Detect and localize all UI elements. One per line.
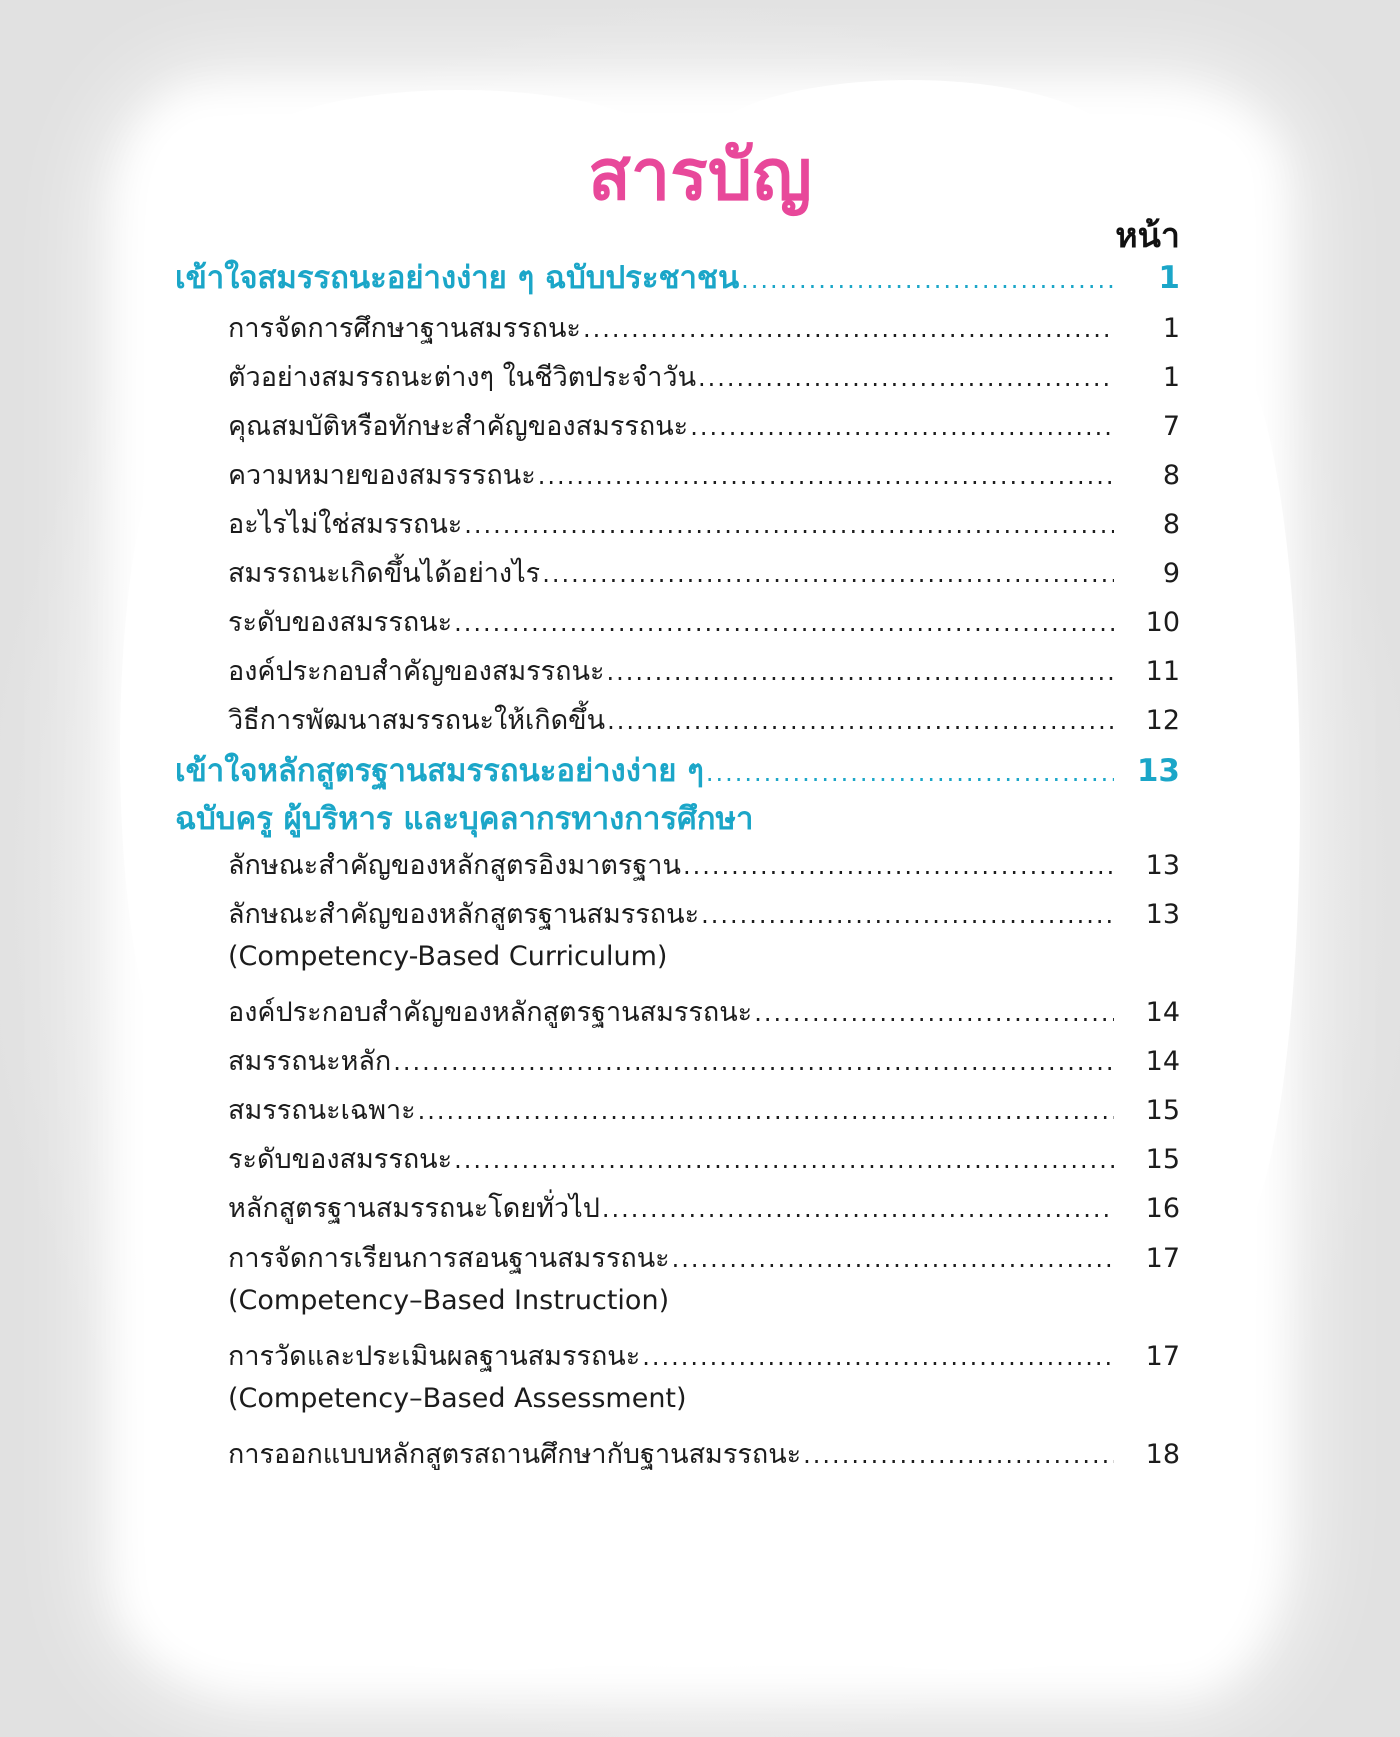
toc-page-number: 7: [1162, 411, 1180, 442]
toc-page-number: 10: [1145, 607, 1180, 638]
toc-page-number: 15: [1145, 1144, 1180, 1175]
toc-entry-title: สมรรถนะหลัก: [228, 1046, 392, 1077]
dot-leader: [607, 707, 1114, 735]
toc-entry-row[interactable]: [228, 306, 1180, 349]
toc-entry-title: การออกแบบหลักสูตรสถานศึกษากับฐานสมรรถนะ: [228, 1439, 802, 1470]
toc-entry-row[interactable]: [228, 892, 1180, 935]
toc-page-number: 16: [1145, 1193, 1180, 1224]
toc-entry-row[interactable]: [228, 698, 1180, 741]
toc-page-number: 14: [1145, 1046, 1180, 1077]
toc-entry-title: การจัดการศึกษาฐานสมรรถนะ: [228, 313, 581, 344]
dot-leader: [803, 1441, 1114, 1469]
toc-page-number: 13: [1145, 850, 1180, 881]
dot-leader: [538, 462, 1114, 490]
toc-entry-title: การวัดและประเมินผลฐานสมรรถนะ: [228, 1341, 641, 1372]
dot-leader: [454, 1146, 1114, 1174]
toc-section-title-continued: ฉบับครู ผู้บริหาร และบุคลากรทางการศึกษา: [175, 801, 754, 837]
dot-leader: [418, 1097, 1114, 1125]
dot-leader: [454, 609, 1114, 637]
toc-entry-subtitle: (Competency-Based Curriculum): [228, 941, 668, 972]
toc-entry-title: การจัดการเรียนการสอนฐานสมรรถนะ: [228, 1243, 670, 1274]
toc-page-number: 9: [1162, 558, 1180, 589]
toc-entry-title: ตัวอย่างสมรรถนะต่างๆ ในชีวิตประจำวัน: [228, 362, 697, 393]
dot-leader: [542, 560, 1114, 588]
toc-page-number: 1: [1158, 260, 1180, 296]
toc-entry-title: สมรรถนะเกิดขึ้นได้อย่างไร: [228, 558, 541, 589]
toc-entry-title: ความหมายของสมรรรถนะ: [228, 460, 536, 491]
dot-leader: [701, 901, 1114, 929]
toc-entry-row[interactable]: [228, 1236, 1180, 1279]
toc-entry-subtitle: (Competency–Based Instruction): [228, 1285, 670, 1316]
toc-page-number: 8: [1162, 460, 1180, 491]
toc-entry-row[interactable]: [228, 1186, 1180, 1229]
toc-entry-row[interactable]: [228, 1432, 1180, 1475]
toc-section-title: เข้าใจหลักสูตรฐานสมรรถนะอย่างง่าย ๆ: [175, 753, 704, 789]
toc-entry-row[interactable]: [228, 1334, 1180, 1377]
toc-page-number: 18: [1145, 1439, 1180, 1470]
dot-leader: [583, 315, 1114, 343]
dot-leader: [683, 852, 1114, 880]
toc-entry-title: คุณสมบัติหรือทักษะสำคัญของสมรรถนะ: [228, 411, 689, 442]
page-title: สารบัญ: [588, 134, 812, 216]
toc-entry-row[interactable]: [228, 990, 1180, 1033]
toc-entry-title: องค์ประกอบสำคัญของสมรรถนะ: [228, 656, 605, 687]
toc-entry-title: สมรรถนะเฉพาะ: [228, 1095, 416, 1126]
toc-entry-row[interactable]: [228, 843, 1180, 886]
toc-entry-title: อะไรไม่ใช่สมรรถนะ: [228, 509, 463, 540]
dot-leader: [606, 658, 1114, 686]
toc-entry-title: ลักษณะสำคัญของหลักสูตรอิงมาตรฐาน: [228, 850, 681, 881]
dot-leader: [464, 511, 1114, 539]
toc-page-number: 12: [1145, 705, 1180, 736]
toc-entry-row[interactable]: [228, 355, 1180, 398]
toc-entry-title: ลักษณะสำคัญของหลักสูตรฐานสมรรถนะ: [228, 899, 700, 930]
toc-entry-row[interactable]: [228, 1137, 1180, 1180]
dot-leader: [741, 266, 1114, 294]
toc-entry-row[interactable]: [228, 600, 1180, 643]
toc-page-number: 13: [1136, 753, 1180, 789]
toc-entry-title: ระดับของสมรรถนะ: [228, 607, 453, 638]
toc-page-number: 1: [1162, 313, 1180, 344]
toc-page-number: 8: [1162, 509, 1180, 540]
toc-page-number: 1: [1162, 362, 1180, 393]
dot-leader: [698, 364, 1114, 392]
toc-entry-title: ระดับของสมรรถนะ: [228, 1144, 453, 1175]
toc-entry-title: องค์ประกอบสำคัญของหลักสูตรฐานสมรรถนะ: [228, 997, 753, 1028]
toc-entry-row[interactable]: [228, 453, 1180, 496]
page-column-header: หน้า: [1115, 216, 1180, 256]
toc-entry-row[interactable]: [228, 551, 1180, 594]
dot-leader: [672, 1245, 1114, 1273]
toc-page-number: 13: [1145, 899, 1180, 930]
toc-entry-row[interactable]: [228, 1039, 1180, 1082]
dot-leader: [602, 1195, 1114, 1223]
toc-section-title: เข้าใจสมรรถนะอย่างง่าย ๆ ฉบับประชาชน: [175, 260, 740, 296]
dot-leader: [393, 1048, 1114, 1076]
toc-page-number: 17: [1145, 1341, 1180, 1372]
toc-page-number: 14: [1145, 997, 1180, 1028]
dot-leader: [706, 759, 1114, 787]
dot-leader: [754, 999, 1114, 1027]
dot-leader: [642, 1343, 1114, 1371]
toc-entry-subtitle: (Competency–Based Assessment): [228, 1383, 687, 1414]
dot-leader: [690, 413, 1114, 441]
toc-entry-row[interactable]: [228, 404, 1180, 447]
toc-entry-title: หลักสูตรฐานสมรรถนะโดยทั่วไป: [228, 1193, 600, 1224]
toc-entry-row[interactable]: [228, 1088, 1180, 1131]
toc-page-number: 15: [1145, 1095, 1180, 1126]
toc-page-number: 17: [1145, 1243, 1180, 1274]
toc-section-row[interactable]: [175, 745, 1180, 795]
toc-page-number: 11: [1145, 656, 1180, 687]
toc-section-row[interactable]: [175, 252, 1180, 302]
toc-entry-row[interactable]: [228, 649, 1180, 692]
toc-entry-row[interactable]: [228, 502, 1180, 545]
toc-entry-title: วิธีการพัฒนาสมรรถนะให้เกิดขึ้น: [228, 705, 606, 736]
